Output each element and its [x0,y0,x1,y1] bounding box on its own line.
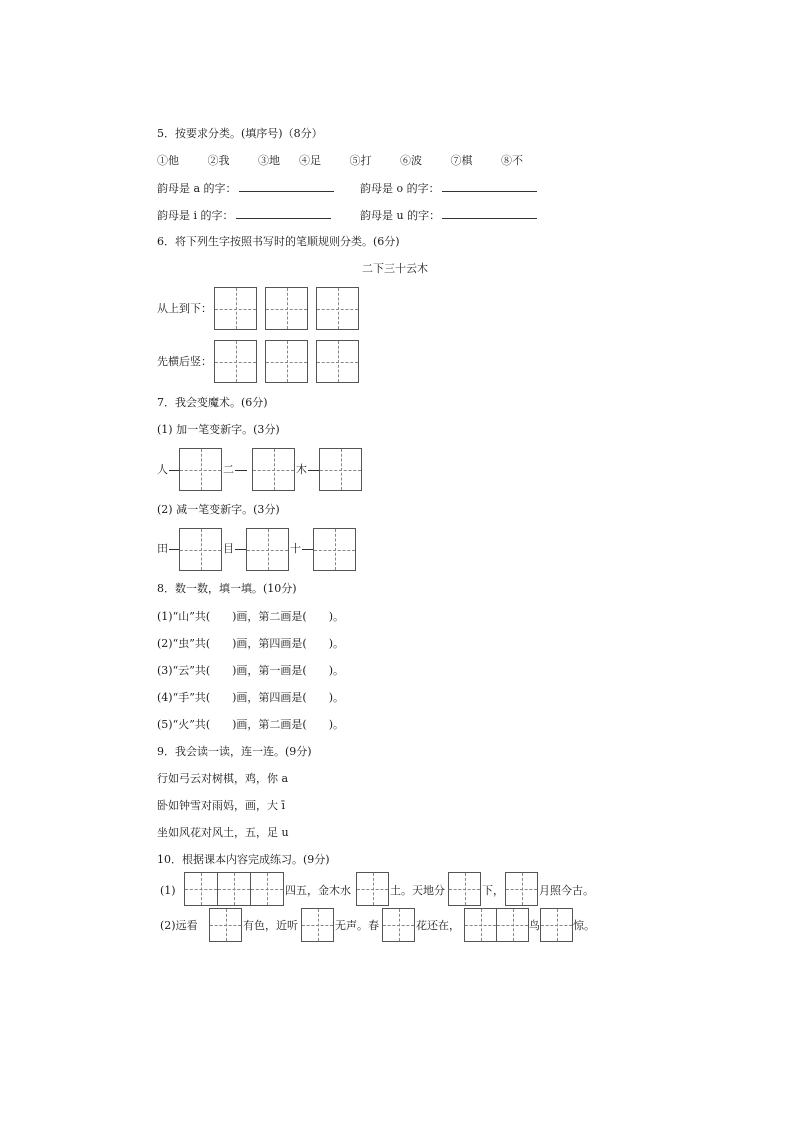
tianzige-box[interactable] [319,448,362,491]
q8-item: (2)“虫”共( )画，第四画是( )。 [157,637,344,650]
q5-option: ⑦棋 [450,154,473,167]
q5-label-i: 韵母是 i 的字： [157,209,234,222]
tianzige-box[interactable] [382,908,415,942]
q9-title: 9．我会读一读，连一连。(9分) [157,745,312,758]
q5-option: ①他 [157,154,179,167]
tianzige-box[interactable] [540,908,573,942]
q9-line: 行如弓云对树棋，鸡，你 a [157,772,289,785]
source-char: 二 [223,463,234,476]
q5-option: ⑥波 [400,154,422,167]
q10-l2-e: 惊。 [573,919,595,932]
q10-l2-a: 有色，近听 [243,919,298,932]
q5-option: ③地 [258,154,280,167]
source-char: 人 [157,463,168,476]
tianzige-box[interactable] [179,528,222,571]
tianzige-box[interactable] [179,448,222,491]
q5-option: ②我 [207,154,230,167]
q10-l2-d: 鸟 [529,919,540,932]
tianzige-box[interactable] [496,908,529,942]
tianzige-box[interactable] [301,908,334,942]
tianzige-box[interactable] [217,872,251,906]
q8-item: (3)“云”共( )画，第一画是( )。 [157,664,344,677]
q9-line: 坐如风花对风土，五，足 u [157,826,289,839]
q5-row-o [360,181,537,196]
q5-row-a [157,181,334,196]
q7-sub-1 [157,542,181,556]
q9-line: 卧如钟雪对雨妈，画，大 ī [157,799,286,812]
q5-title: 5．按要求分类。(填序号)（8分） [157,127,323,140]
tianzige-box[interactable] [313,528,356,571]
q10-l2-num: (2)远看 [160,919,198,932]
tianzige-box[interactable] [316,287,359,330]
tianzige-box[interactable] [448,872,481,906]
tianzige-box[interactable] [184,872,218,906]
q5-label-u: 韵母是 u 的字： [360,209,441,222]
q7-sub-2 [223,542,247,556]
q7-part2: (2) 减一笔变新字。(3分) [157,503,280,516]
source-char: 十 [290,542,301,555]
tianzige-box[interactable] [252,448,295,491]
source-char: 目 [223,542,234,555]
q6-title: 6．将下列生字按照书写时的笔顺规则分类。(6分) [157,235,400,248]
q7-title: 7．我会变魔术。(6分) [157,396,268,409]
tianzige-box[interactable] [246,528,289,571]
tianzige-box[interactable] [505,872,538,906]
tianzige-box[interactable] [316,340,359,383]
tianzige-box[interactable] [464,908,497,942]
q8-item: (4)“手”共( )画，第四画是( )。 [157,691,344,704]
q5-row-i [157,208,331,223]
q8-title: 8．数一数，填一填。(10分) [157,582,297,595]
answer-line-u[interactable] [442,208,537,219]
q5-option: ⑧不 [501,154,523,167]
q5-options [157,154,523,168]
q8-item: (1)“山”共( )画，第二画是( )。 [157,610,344,623]
q5-option: ④足 [299,154,321,167]
answer-line-o[interactable] [442,181,537,192]
tianzige-box[interactable] [214,340,257,383]
q7-part1: (1) 加一笔变新字。(3分) [157,423,280,436]
tianzige-box[interactable] [214,287,257,330]
tianzige-box[interactable] [265,287,308,330]
q5-label-o: 韵母是 o 的字： [360,182,440,195]
q6-row1-label: 从上到下： [157,302,212,315]
q10-l1-b: 土。天地分 [390,884,445,897]
q10-l2-b: 无声。春 [335,919,379,932]
q7-add-2 [223,463,247,477]
q10-l1-c: 下， [482,884,504,897]
arrow-dash [235,470,247,471]
q8-item: (5)“火”共( )画，第二画是( )。 [157,718,344,731]
tianzige-box[interactable] [250,872,284,906]
tianzige-box[interactable] [265,340,308,383]
q7-add-1 [157,463,181,477]
q5-option: ⑤打 [349,154,372,167]
answer-line-i[interactable] [236,208,331,219]
q7-sub-3 [290,542,314,556]
q10-l1-num: (1) [160,884,176,897]
q5-label-a: 韵母是 a 的字： [157,182,237,195]
q10-title: 10．根据课本内容完成练习。(9分) [157,853,330,866]
q6-chars: 二下三十云木 [362,262,428,275]
q5-row-u [360,208,537,223]
source-char: 田 [157,542,168,555]
answer-line-a[interactable] [239,181,334,192]
source-char: 木 [296,463,307,476]
tianzige-box[interactable] [209,908,242,942]
tianzige-box[interactable] [356,872,389,906]
q10-l1-a: 四五，金木水 [285,884,351,897]
q10-l1-d: 月照今古。 [539,884,594,897]
q10-l2-c: 花还在， [416,919,460,932]
q7-add-3 [296,463,320,477]
q6-row2-label: 先横后竖： [157,355,212,368]
